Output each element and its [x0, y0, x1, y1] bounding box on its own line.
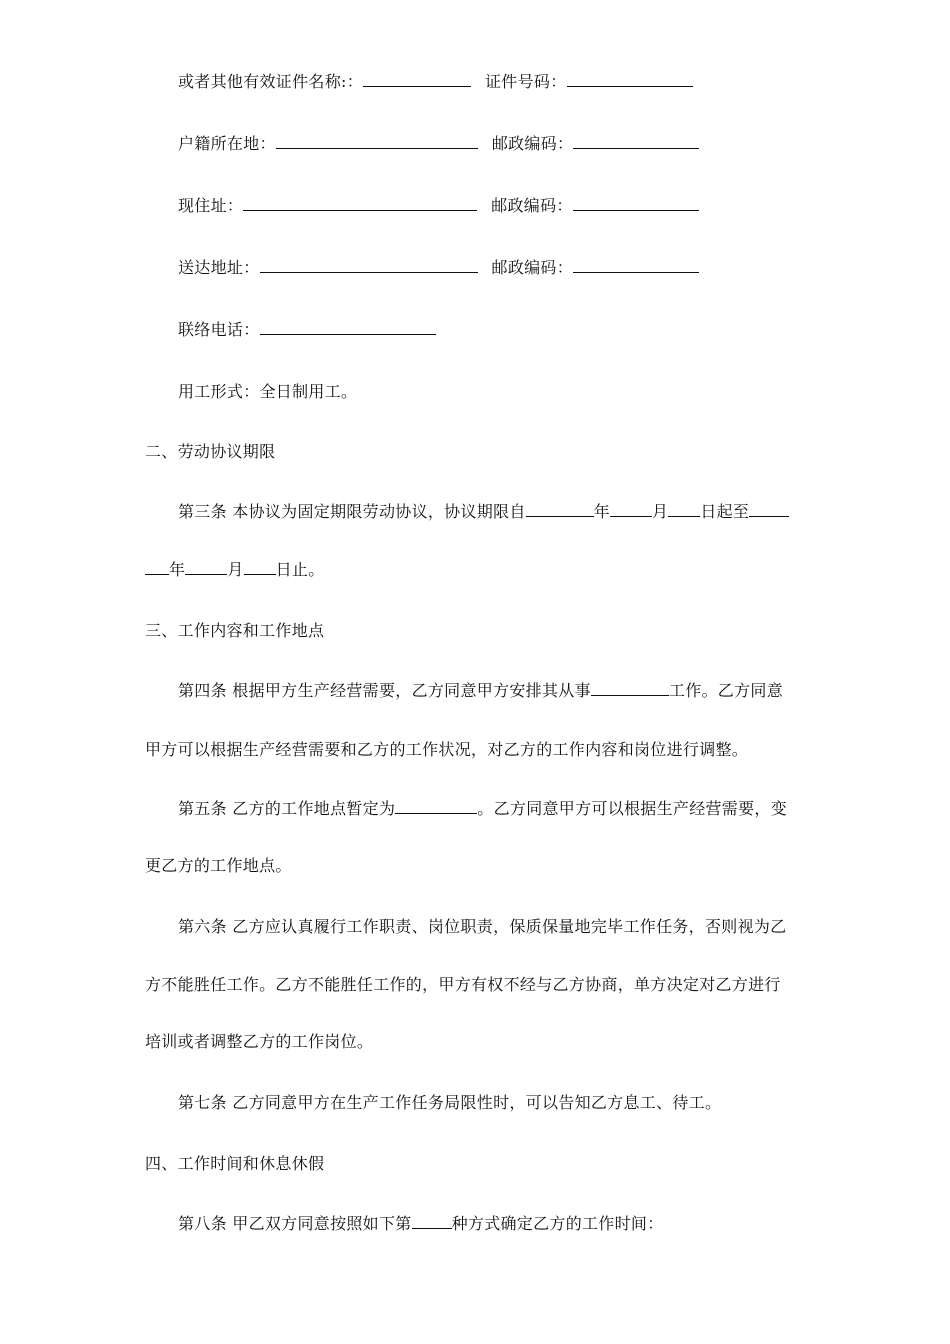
work-location-blank: [395, 799, 477, 814]
phone-row: [178, 320, 436, 340]
household-row: [178, 134, 699, 154]
year-label: 年: [593, 502, 610, 521]
current-address-label: 现住址：: [178, 196, 244, 215]
article-7-line-1: 第七条 乙方同意甲方在生产工作任务局限性时，可以告知乙方息工、待工。: [178, 1093, 722, 1112]
article-8-text: 第八条 甲乙双方同意按照如下第: [178, 1214, 412, 1233]
phone-label: 联络电话：: [178, 320, 260, 339]
article-3-line-2: [145, 560, 325, 580]
article-6-line-1: 第六条 乙方应认真履行工作职责、岗位职责，保质保量地完毕工作任务，否则视为乙: [178, 917, 787, 936]
month-label: 月: [652, 502, 669, 521]
job-type-blank: [591, 681, 669, 696]
end-month-blank: [185, 560, 227, 575]
article-8-line-1: [178, 1214, 664, 1234]
article-4-text: 第四条 根据甲方生产经营需要，乙方同意甲方安排其从事: [178, 681, 591, 700]
article-5-text: 第五条 乙方的工作地点暂定为: [178, 799, 396, 818]
start-month-blank: [610, 502, 652, 517]
delivery-address-blank: [260, 258, 478, 273]
household-label: 户籍所在地：: [178, 134, 276, 153]
postal-code-label: 邮政编码：: [491, 196, 573, 215]
article-6-line-3: 培训或者调整乙方的工作岗位。: [145, 1032, 374, 1051]
current-address-blank: [243, 196, 477, 211]
method-number-blank: [412, 1214, 452, 1229]
article-5-line-2: 更乙方的工作地点。: [145, 856, 292, 875]
article-3-text: 第三条 本协议为固定期限劳动协议，协议期限自: [178, 502, 526, 521]
employment-form: 用工形式：全日制用工。: [178, 382, 358, 401]
section-heading-3: 三、工作内容和工作地点: [145, 621, 325, 640]
section-heading-2: 二、劳动协议期限: [145, 442, 276, 461]
section-heading-4: 四、工作时间和休息休假: [145, 1154, 325, 1173]
phone-blank: [260, 320, 436, 335]
end-day-blank: [244, 560, 276, 575]
article-4-line-1: [178, 681, 783, 701]
article-8-text-cont: 种方式确定乙方的工作时间：: [451, 1214, 664, 1233]
day-from-label: 日起至: [700, 502, 750, 521]
id-name-label: 或者其他有效证件名称:：: [178, 72, 363, 91]
article-3-line-1: [178, 502, 789, 522]
article-5-text-cont: 。乙方同意甲方可以根据生产经营需要，变: [477, 799, 787, 818]
postal-code-blank: [573, 258, 699, 273]
delivery-address-label: 送达地址：: [178, 258, 260, 277]
id-number-blank: [567, 72, 693, 87]
postal-code-blank: [573, 196, 699, 211]
start-day-blank: [668, 502, 700, 517]
day-to-label: 日止。: [275, 560, 325, 579]
start-year-blank: [526, 502, 594, 517]
household-blank: [276, 134, 478, 149]
article-4-line-2: 甲方可以根据生产经营需要和乙方的工作状况，对乙方的工作内容和岗位进行调整。: [145, 740, 749, 759]
end-year-blank-a: [749, 502, 789, 517]
article-4-text-cont: 工作。乙方同意: [668, 681, 783, 700]
postal-code-blank: [573, 134, 699, 149]
id-number-label: 证件号码：: [485, 72, 567, 91]
month-label: 月: [227, 560, 244, 579]
delivery-address-row: [178, 258, 699, 278]
id-name-blank: [363, 72, 471, 87]
end-year-blank-b: [145, 560, 169, 575]
postal-code-label: 邮政编码：: [491, 134, 574, 153]
postal-code-label: 邮政编码：: [491, 258, 574, 277]
year-label: 年: [169, 560, 186, 579]
article-6-line-2: 方不能胜任工作。乙方不能胜任工作的，甲方有权不经与乙方协商，单方决定对乙方进行: [145, 975, 781, 994]
article-5-line-1: [178, 799, 787, 819]
current-address-row: [178, 196, 699, 216]
id-name-row: [178, 72, 693, 92]
